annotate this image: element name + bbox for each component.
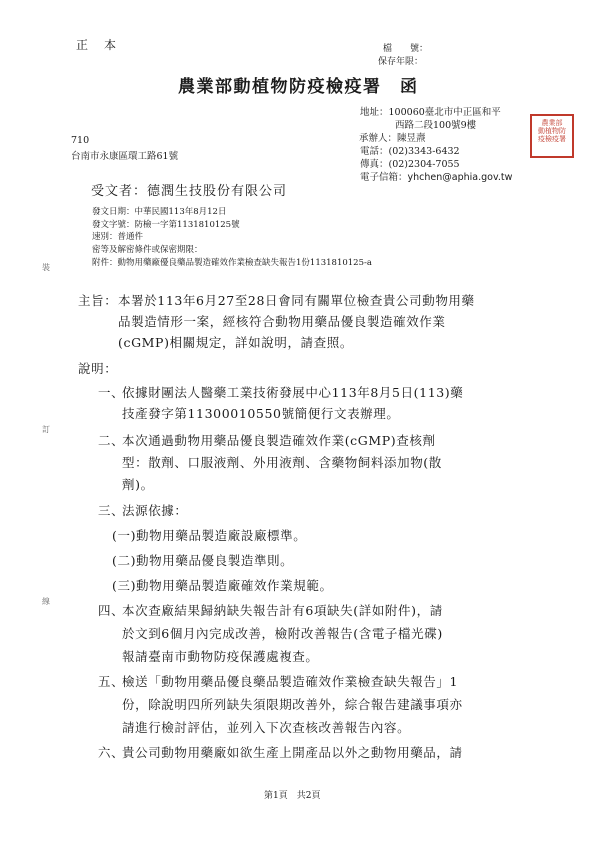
item-2-line-2: 型：散劑、口服液劑、外用液劑、含藥物飼料添加物(散	[122, 455, 442, 470]
address-line2: 西路二段100號9樓	[395, 120, 477, 131]
item-2-number: 二、	[98, 433, 125, 448]
item-2-line-3: 劑)。	[122, 477, 154, 492]
item-4-line-2: 於文到6個月內完成改善，檢附改善報告(含電子檔光碟)	[122, 626, 443, 641]
item-1-number: 一、	[98, 385, 125, 400]
recipient-street-address: 台南市永康區環工路61號	[71, 151, 179, 162]
retention-label: 保存年限：	[378, 57, 424, 67]
legal-basis-1: (一)動物用藥品製造廠設廠標準。	[112, 528, 307, 543]
item-5-line-3: 請進行檢討評估，並列入下次查核改善報告內容。	[122, 720, 411, 735]
item-3-line-1: 法源依據：	[122, 503, 188, 518]
speed-class: 速別：普通件	[92, 232, 144, 242]
item-1-line-2: 技產發字第11300010550號簡便行文表辦理。	[122, 406, 400, 421]
handler-line: 承辦人：陳昱燾	[359, 133, 426, 144]
attachment-line: 附件：動物用藥廠優良藥品製造確效作業檢查缺失報告1份1131810125-a	[92, 258, 372, 268]
item-5-line-2: 份，除說明四所列缺失須限期改善外，綜合報告建議事項亦	[122, 697, 463, 712]
item-6-number: 六、	[98, 745, 125, 760]
recipient-postal-code: 710	[71, 135, 90, 146]
item-5-number: 五、	[98, 674, 125, 689]
phone-line: 電話：(02)3343-6432	[360, 146, 460, 157]
item-3-number: 三、	[98, 503, 125, 518]
item-4-number: 四、	[98, 603, 125, 618]
dispatch-number: 發文字號：防檢一字第1131810125號	[92, 220, 240, 230]
item-2-line-1: 本次通過動物用藥品優良製造確效作業(cGMP)查核劑	[122, 433, 436, 448]
legal-basis-2: (二)動物用藥品優良製造準則。	[112, 553, 294, 568]
official-seal-stamp: 農業部 動植物防 疫檢疫署	[530, 114, 574, 158]
item-6-line-1: 貴公司動物用藥廠如欲生產上開產品以外之動物用藥品，請	[122, 745, 463, 760]
agency-title: 農業部動植物防疫檢疫署 函	[178, 77, 419, 97]
item-5-line-1: 檢送「動物用藥品優良藥品製造確效作業檢查缺失報告」1	[122, 674, 459, 689]
copy-mark: 正 本	[76, 38, 119, 52]
explanation-label: 說明：	[78, 361, 118, 376]
item-4-line-3: 報請臺南市動物防疫保護處複查。	[122, 649, 319, 664]
subject-line-1: 本署於113年6月27至28日會同有關單位檢查貴公司動物用藥	[118, 293, 475, 308]
security-class: 密等及解密條件或保密期限：	[92, 245, 203, 255]
file-number-label: 檔 號：	[383, 44, 429, 54]
binding-mark-top: 裝	[42, 263, 50, 272]
recipient-name: 德潤生技股份有限公司	[147, 184, 288, 199]
email-line: 電子信箱：yhchen@aphia.gov.tw	[360, 172, 513, 183]
fax-line: 傳真：(02)2304-7055	[360, 159, 460, 170]
recipient-line: 受文者：德潤生技股份有限公司	[91, 184, 288, 199]
binding-mark-middle: 訂	[42, 425, 50, 434]
subject-label: 主旨：	[78, 293, 118, 308]
contact-block	[360, 106, 512, 184]
item-1-line-1: 依據財團法人醫藥工業技術發展中心113年8月5日(113)藥	[122, 385, 464, 400]
binding-mark-bottom: 線	[42, 597, 50, 606]
item-4-line-1: 本次查廠結果歸納缺失報告計有6項缺失(詳如附件)，請	[122, 603, 443, 618]
page-footer: 第1頁 共2頁	[264, 791, 321, 801]
subject-line-3: (cGMP)相關規定，詳如說明，請查照。	[118, 335, 353, 350]
dispatch-date: 發文日期：中華民國113年8月12日	[92, 207, 227, 217]
legal-basis-3: (三)動物用藥品製造廠確效作業規範。	[112, 578, 333, 593]
address-line1: 地址：100060臺北市中正區和平	[360, 107, 501, 118]
subject-line-2: 品製造情形一案，經核符合動物用藥品優良製造確效作業	[118, 314, 446, 329]
